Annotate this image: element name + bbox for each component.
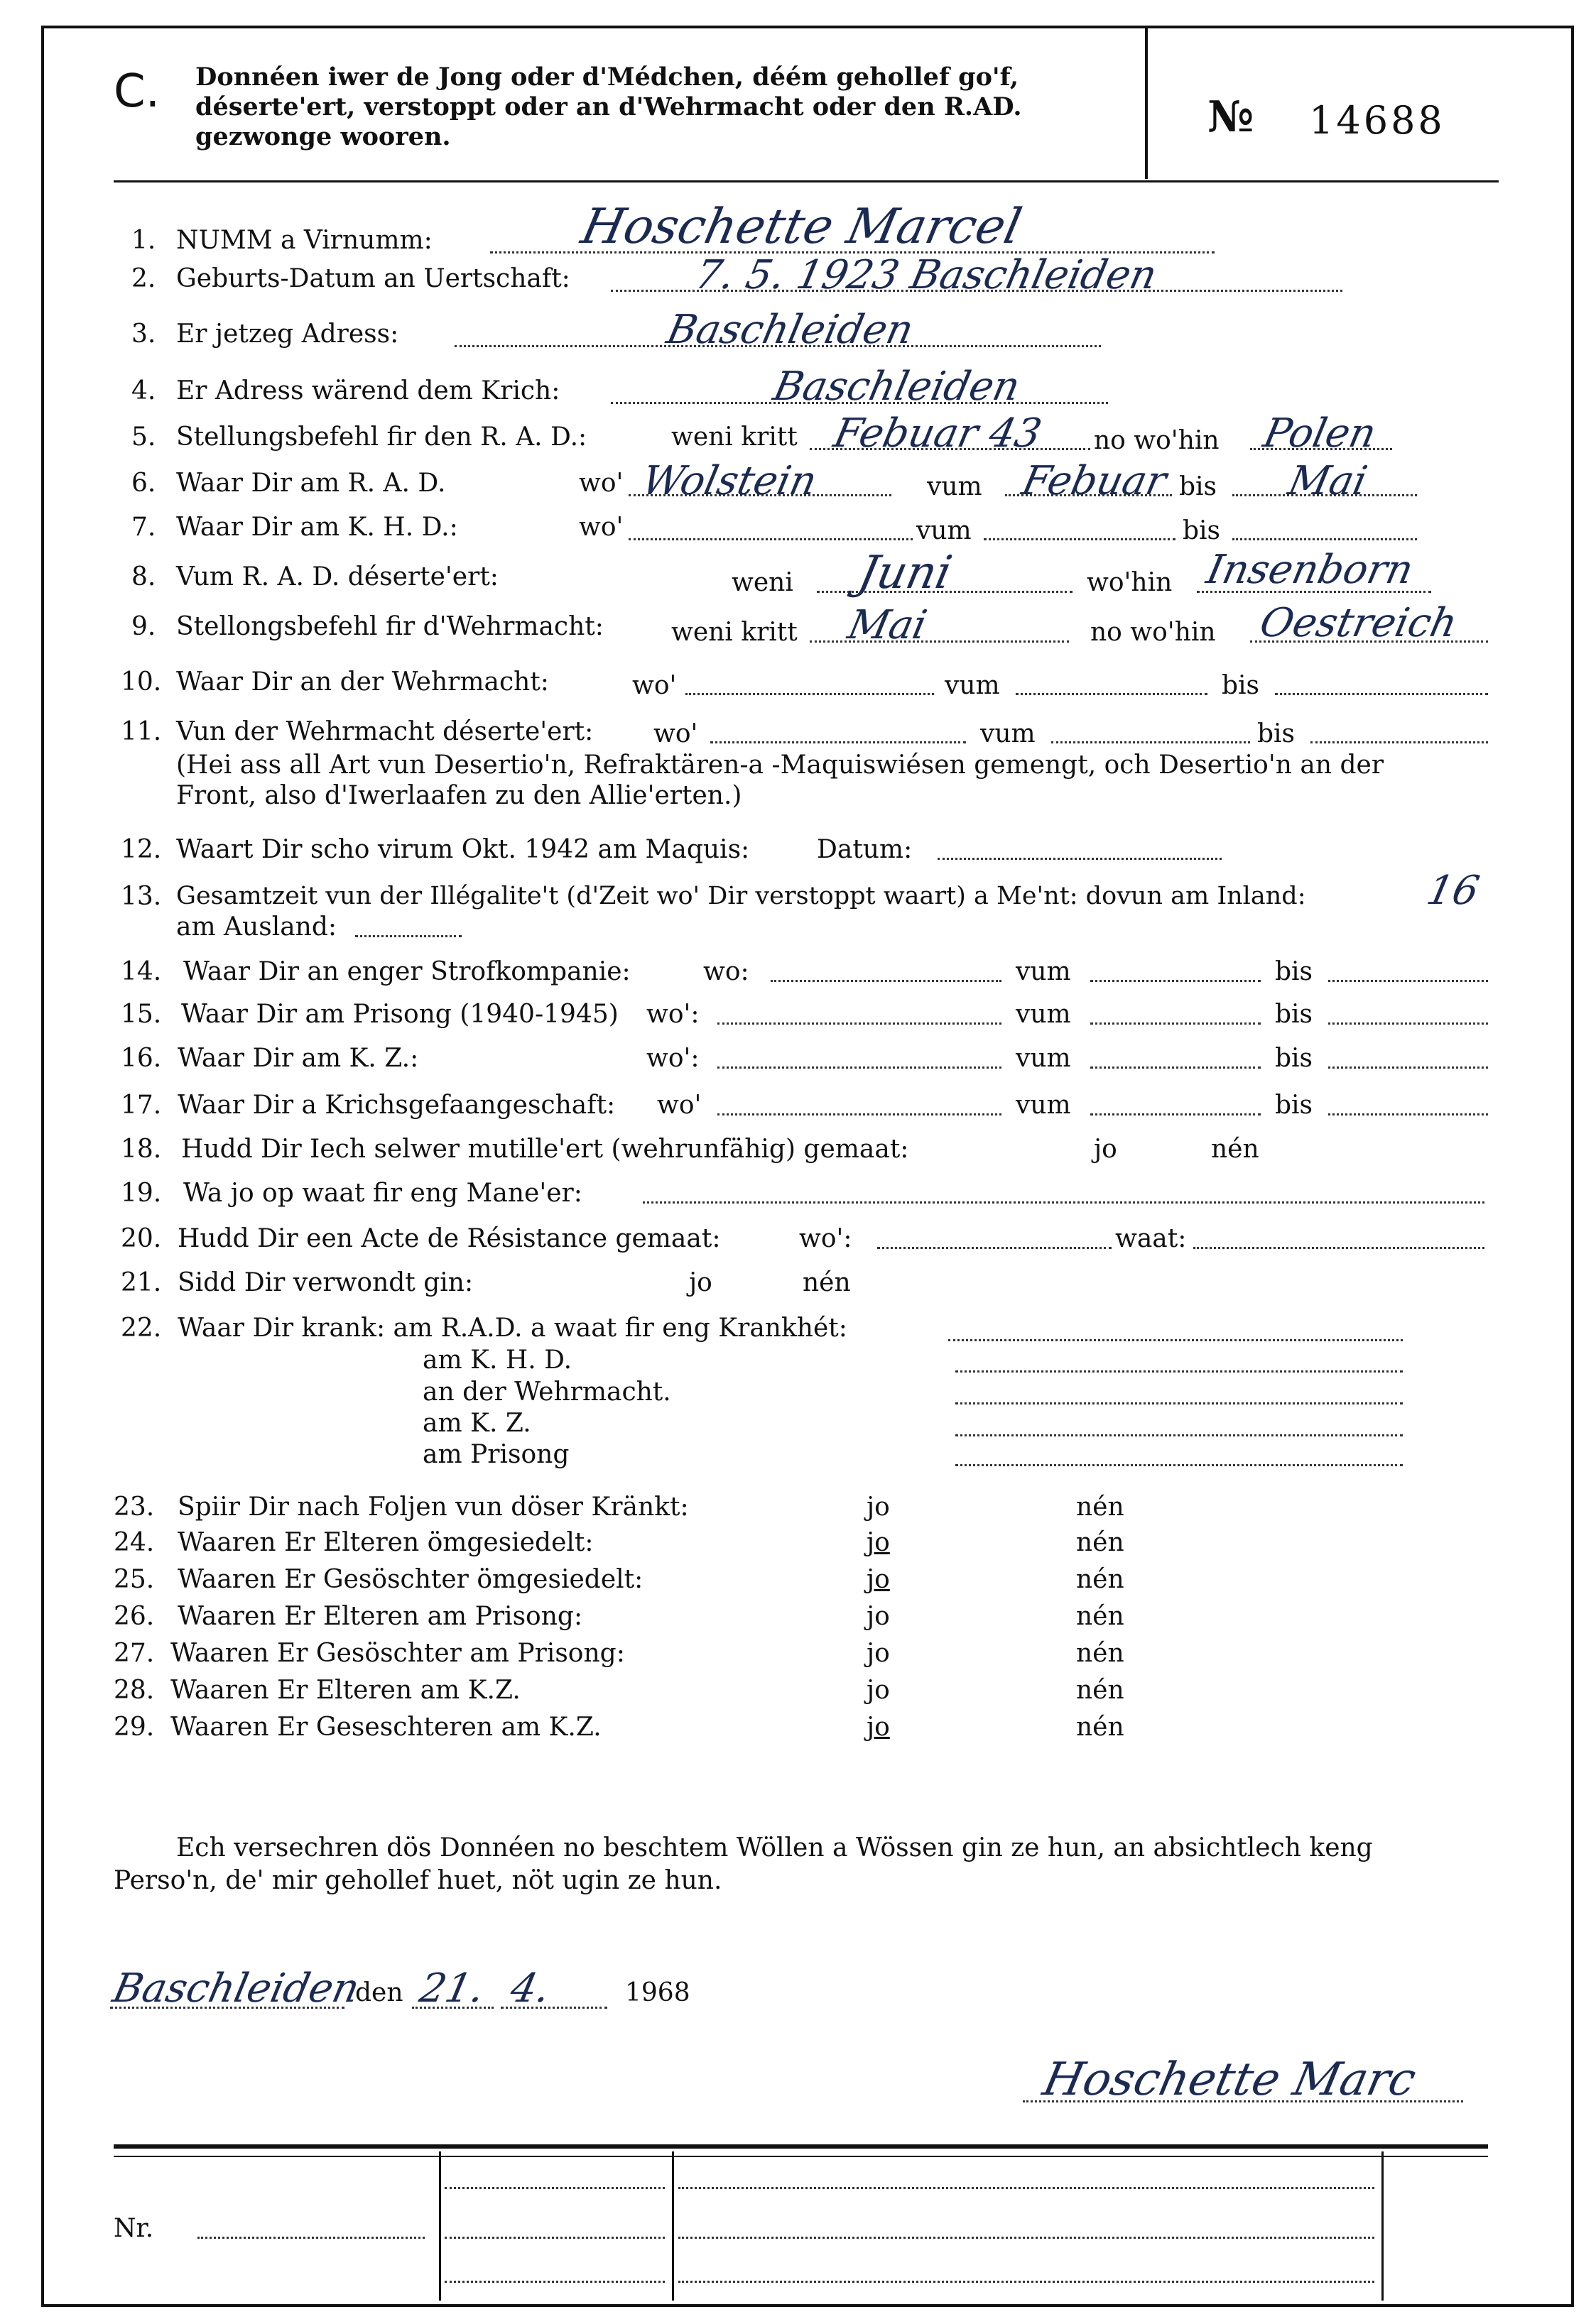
row-28-jo: jo (867, 1676, 890, 1705)
row-27-label: Waaren Er Gesöschter am Prisong: (170, 1639, 625, 1668)
row-28-num: 28. (114, 1676, 155, 1705)
row-18-label: Hudd Dir Iech selwer mutille'ert (wehrunfähig) gemaat: (181, 1135, 909, 1164)
row-17-label: Waar Dir a Krichsgefaangeschaft: (178, 1091, 616, 1120)
row-29-jo: jo (867, 1713, 890, 1742)
row-13-label: Gesamtzeit vun der Illégalite't (d'Zeit wo' Dir verstoppt waart) a Me'nt: dovun am Inland: (176, 882, 1306, 910)
row-19-line (643, 1201, 1484, 1204)
row-25-nen: nén (1076, 1565, 1124, 1594)
row-6-wo: wo' (579, 469, 624, 498)
footer-nr-line (197, 2237, 425, 2239)
row-22-num: 22. (121, 1314, 162, 1343)
row-7-label: Waar Dir am K. H. D.: (176, 513, 458, 542)
declaration-line-2: Perso'n, de' mir gehollef huet, nöt ugin ze hun. (114, 1866, 722, 1895)
row-4-value: Baschleiden (769, 364, 1024, 410)
row-10-wo-line (685, 693, 934, 695)
footer-col-1 (439, 2151, 441, 2301)
row-13-num: 13. (121, 882, 162, 911)
row-21-num: 21. (121, 1268, 162, 1297)
row-25-num: 25. (114, 1565, 155, 1594)
row-11-bis: bis (1257, 719, 1296, 748)
row-9-weni-value: Mai (844, 602, 931, 648)
row-12-num: 12. (121, 835, 162, 864)
row-17-num: 17. (121, 1091, 162, 1120)
form-number: 14688 (1309, 98, 1445, 143)
row-20-waat: waat: (1115, 1224, 1187, 1253)
row-20-waat-line (1193, 1247, 1484, 1249)
row-28-nen: nén (1076, 1676, 1124, 1705)
row-29-nen: nén (1076, 1713, 1124, 1742)
row-14-wo: wo: (703, 957, 749, 986)
row-17-bis: bis (1275, 1091, 1313, 1120)
row-10-vum-line (1016, 693, 1207, 695)
row-20-wo-line (877, 1247, 1112, 1249)
footer-line-b2 (678, 2237, 1374, 2239)
row-15-num: 15. (121, 1000, 162, 1029)
number-symbol: № (1207, 92, 1254, 142)
row-22-line-5 (955, 1464, 1403, 1466)
row-11-vum: vum (980, 719, 1036, 748)
row-24-num: 24. (114, 1528, 155, 1557)
row-17-bis-line (1328, 1113, 1488, 1115)
row-10-vum: vum (945, 671, 1000, 700)
footer-line-a2 (445, 2237, 665, 2239)
row-13-inland-value: 16 (1423, 868, 1484, 914)
row-8-num: 8. (131, 562, 156, 591)
row-16-wo-line (717, 1066, 1001, 1069)
row-24-nen: nén (1076, 1528, 1124, 1557)
row-15-vum-line (1090, 1022, 1261, 1025)
footer-col-3 (1381, 2151, 1384, 2301)
row-11-num: 11. (121, 717, 162, 746)
footer-nr-label: Nr. (114, 2214, 154, 2243)
footer-line-a1 (445, 2187, 665, 2189)
den-label: den (355, 1978, 403, 2007)
row-26-label: Waaren Er Elteren am Prisong: (178, 1602, 583, 1631)
row-13-ausland-line (355, 935, 462, 937)
row-11-wo: wo' (653, 719, 698, 748)
row-12-datum-line (938, 858, 1222, 860)
row-4-num: 4. (131, 376, 156, 405)
row-8-weni: weni (732, 568, 793, 597)
row-14-bis: bis (1275, 957, 1313, 986)
row-7-bis-line (1232, 538, 1417, 540)
row-17-vum-line (1090, 1113, 1261, 1115)
row-28-label: Waaren Er Elteren am K.Z. (170, 1676, 521, 1705)
row-6-vum-value: Febuar (1018, 458, 1171, 504)
row-11-vum-line (1051, 741, 1250, 743)
place-line (110, 2007, 344, 2009)
row-1-num: 1. (131, 226, 156, 255)
footer-line-a3 (445, 2281, 665, 2283)
row-10-num: 10. (121, 667, 162, 697)
row-10-bis-line (1275, 693, 1488, 695)
row-2-label: Geburts-Datum an Uertschaft: (176, 264, 570, 293)
row-5-label: Stellungsbefehl fir den R. A. D.: (176, 422, 587, 452)
signature-month: 4. (506, 1965, 555, 2012)
day-line (412, 2007, 494, 2009)
row-15-wo: wo': (646, 1000, 700, 1029)
row-24-jo: jo (867, 1528, 890, 1557)
row-26-num: 26. (114, 1602, 155, 1631)
row-17-wo: wo' (657, 1091, 702, 1120)
row-14-vum: vum (1016, 957, 1071, 986)
row-22-sub-3: am K. Z. (423, 1409, 531, 1438)
row-6-label: Waar Dir am R. A. D. (176, 469, 446, 498)
signature: Hoschette Marc (1038, 2053, 1421, 2106)
row-9-num: 9. (131, 612, 156, 641)
row-14-wo-line (771, 980, 1001, 982)
row-15-bis: bis (1275, 1000, 1313, 1029)
row-27-nen: nén (1076, 1639, 1124, 1668)
row-6-num: 6. (131, 469, 156, 498)
row-18-num: 18. (121, 1135, 162, 1164)
row-5-num: 5. (131, 422, 156, 452)
row-25-label: Waaren Er Gesöschter ömgesiedelt: (178, 1565, 644, 1594)
header-rule (114, 180, 1499, 182)
row-3-value: Baschleiden (663, 307, 918, 353)
header-divider (1145, 28, 1148, 179)
row-16-vum-line (1090, 1066, 1261, 1069)
row-6-bis-value: Mai (1284, 458, 1372, 504)
row-23-label: Spiir Dir nach Foljen vun döser Kränkt: (178, 1493, 689, 1522)
row-6-vum: vum (927, 472, 982, 501)
row-16-bis: bis (1275, 1044, 1313, 1073)
row-17-wo-line (717, 1113, 1001, 1115)
row-21-jo: jo (689, 1268, 712, 1297)
row-29-num: 29. (114, 1713, 155, 1742)
signature-line (1023, 2100, 1463, 2102)
row-15-vum: vum (1016, 1000, 1071, 1029)
row-7-bis: bis (1183, 516, 1221, 545)
row-23-nen: nén (1076, 1493, 1124, 1522)
row-9-weni: weni kritt (671, 618, 798, 647)
row-7-num: 7. (131, 513, 156, 542)
row-7-wo-line (629, 538, 913, 540)
row-18-jo: jo (1094, 1135, 1117, 1164)
row-5-wohin: no wo'hin (1094, 426, 1220, 455)
row-14-bis-line (1328, 980, 1488, 982)
row-14-vum-line (1090, 980, 1261, 982)
footer-rule-thick (114, 2144, 1488, 2149)
row-10-wo: wo' (632, 671, 677, 700)
row-21-nen: nén (803, 1268, 851, 1297)
signature-year: 1968 (625, 1978, 690, 2007)
row-22-sub-1: am K. H. D. (423, 1346, 572, 1375)
row-23-num: 23. (114, 1493, 155, 1522)
row-15-bis-line (1328, 1022, 1488, 1025)
row-25-jo: jo (867, 1565, 890, 1594)
row-10-label: Waar Dir an der Wehrmacht: (176, 667, 549, 697)
footer-line-b1 (678, 2187, 1374, 2189)
row-4-label: Er Adress wärend dem Krich: (176, 376, 560, 405)
row-3-num: 3. (131, 320, 156, 349)
row-16-label: Waar Dir am K. Z.: (178, 1044, 419, 1073)
row-11-wo-line (710, 741, 966, 743)
row-9-wohin: no wo'hin (1090, 618, 1216, 647)
row-14-label: Waar Dir an enger Strofkompanie: (183, 957, 631, 986)
row-26-nen: nén (1076, 1602, 1124, 1631)
row-26-jo: jo (867, 1602, 890, 1631)
row-7-vum: vum (916, 516, 972, 545)
month-line (501, 2007, 607, 2009)
row-24-label: Waaren Er Elteren ömgesiedelt: (178, 1528, 594, 1557)
row-7-wo: wo' (579, 513, 624, 542)
row-12-datum: Datum: (817, 835, 913, 864)
row-23-jo: jo (867, 1493, 890, 1522)
row-11-bis-line (1310, 741, 1488, 743)
row-15-wo-line (717, 1022, 1001, 1025)
row-7-vum-line (984, 538, 1175, 540)
row-22-line-2 (955, 1370, 1403, 1373)
form-title: Donnéen iwer de Jong oder d'Médchen, déém gehollef go'f, déserte'ert, verstoppt oder an d'Wehrmacht oder den R.AD. gezwonge wooren. (195, 62, 1022, 151)
row-16-bis-line (1328, 1066, 1488, 1069)
row-8-wohin-value: Insenborn (1202, 547, 1418, 593)
row-29-label: Waaren Er Geseschteren am K.Z. (170, 1713, 602, 1742)
row-5-weni: weni kritt (671, 422, 798, 452)
row-27-num: 27. (114, 1639, 155, 1668)
row-22-line-3 (955, 1402, 1403, 1404)
row-6-wo-value: Wolstein (638, 458, 821, 504)
row-20-label: Hudd Dir een Acte de Résistance gemaat: (178, 1224, 721, 1253)
row-22-line-1 (948, 1339, 1403, 1341)
row-2-value: 7. 5. 1923 Baschleiden (691, 252, 1161, 298)
row-9-wohin-value: Oestreich (1256, 600, 1462, 646)
footer-col-2 (672, 2151, 674, 2301)
signature-day: 21. (416, 1965, 489, 2012)
signature-place: Baschleiden (109, 1965, 364, 2012)
row-18-nen: nén (1211, 1135, 1259, 1164)
row-19-num: 19. (121, 1179, 162, 1208)
footer-rule-thin (114, 2156, 1488, 2157)
row-6-bis: bis (1179, 472, 1217, 501)
row-5-wohin-value: Polen (1259, 410, 1381, 457)
row-16-num: 16. (121, 1044, 162, 1073)
row-8-wohin: wo'hin (1087, 568, 1173, 597)
declaration-line-1: Ech versechren dös Donnéen no beschtem Wöllen a Wössen gin ze hun, an absichtlech keng (176, 1833, 1373, 1862)
row-22-sub-4: am Prisong (423, 1440, 570, 1469)
row-20-wo: wo': (799, 1224, 852, 1253)
row-12-label: Waart Dir scho virum Okt. 1942 am Maquis: (176, 835, 750, 864)
row-5-weni-value: Febuar 43 (830, 410, 1046, 457)
row-10-bis: bis (1222, 671, 1260, 700)
row-16-vum: vum (1016, 1044, 1071, 1073)
row-20-num: 20. (121, 1224, 162, 1253)
row-1-label: NUMM a Virnumm: (176, 226, 433, 255)
row-9-label: Stellongsbefehl fir d'Wehrmacht: (176, 612, 604, 641)
row-15-label: Waar Dir am Prisong (1940-1945) (181, 1000, 619, 1029)
section-letter: C. (114, 65, 161, 118)
row-21-label: Sidd Dir verwondt gin: (178, 1268, 474, 1297)
row-11-note-2: Front, also d'Iwerlaafen zu den Allie'erten.) (176, 781, 742, 810)
row-22-sub-2: an der Wehrmacht. (423, 1378, 671, 1407)
row-27-jo: jo (867, 1639, 890, 1668)
row-13-ausland: am Ausland: (176, 912, 337, 942)
row-14-num: 14. (121, 957, 162, 986)
row-1-value: Hoschette Marcel (576, 199, 1026, 255)
row-11-label: Vun der Wehrmacht déserte'ert: (176, 717, 594, 746)
row-3-label: Er jetzeg Adress: (176, 320, 399, 349)
row-17-vum: vum (1016, 1091, 1071, 1120)
row-19-label: Wa jo op waat fir eng Mane'er: (183, 1179, 582, 1208)
row-2-num: 2. (131, 264, 156, 293)
row-22-line-4 (955, 1434, 1403, 1436)
footer-line-b3 (678, 2281, 1374, 2283)
row-8-label: Vum R. A. D. déserte'ert: (176, 562, 499, 591)
row-16-wo: wo': (646, 1044, 700, 1073)
row-22-label: Waar Dir krank: am R.A.D. a waat fir eng Krankhét: (178, 1314, 847, 1343)
row-8-weni-value: Juni (854, 547, 957, 599)
row-11-note-1: (Hei ass all Art vun Desertio'n, Refraktären-a -Maquiswiésen gemengt, och Desertio'n an der (176, 751, 1384, 780)
